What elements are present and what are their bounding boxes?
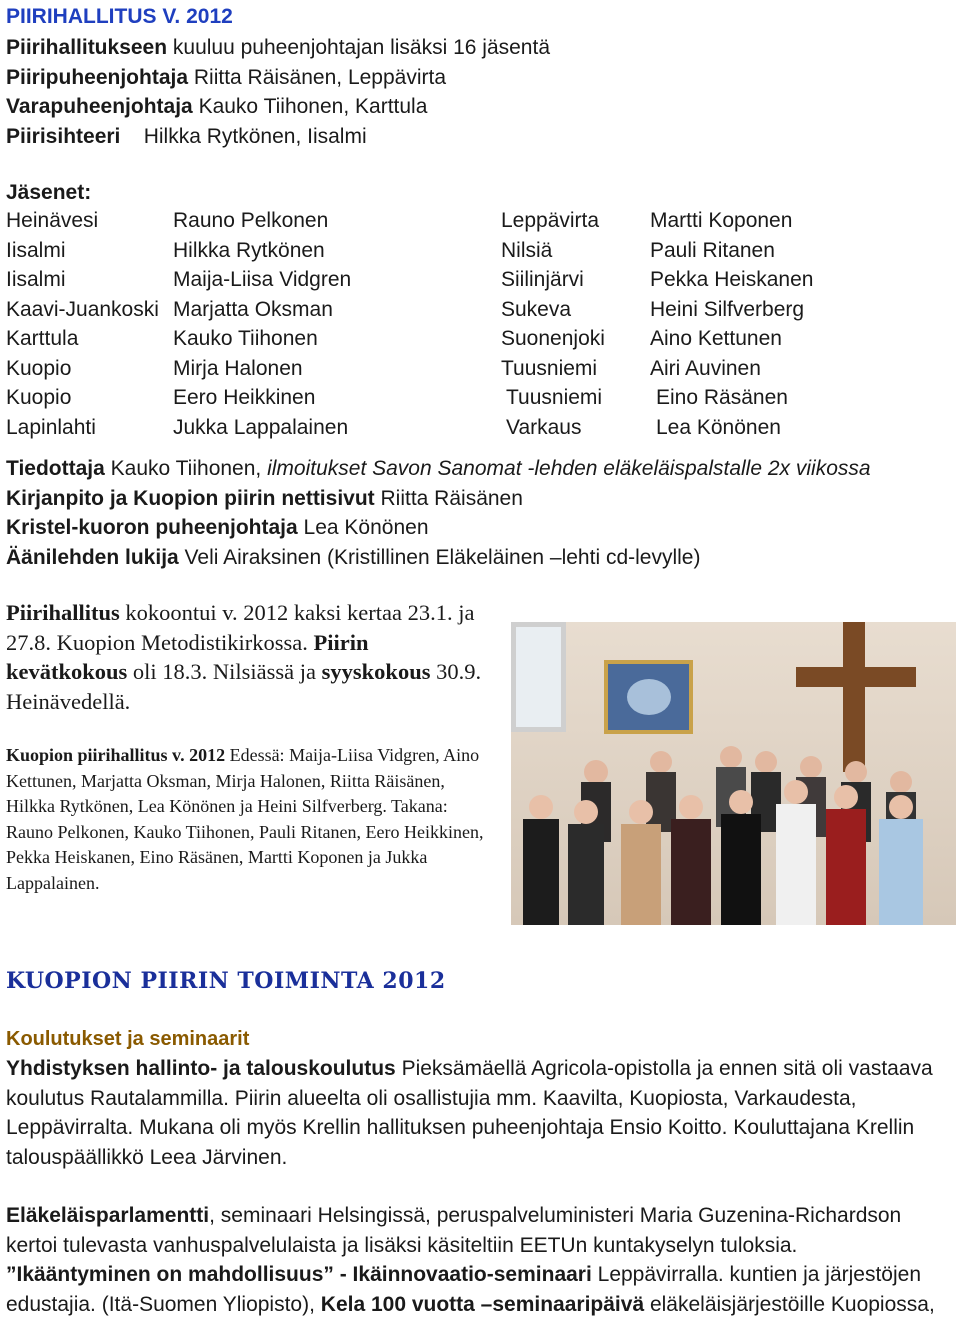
member-name: Rauno Pelkonen <box>173 209 329 232</box>
member-name: Eino Räsänen <box>656 386 788 409</box>
roles-list <box>6 454 956 572</box>
member-name: Jukka Lappalainen <box>173 415 349 439</box>
member-row <box>6 413 906 443</box>
officer-line: Varapuheenjohtaja Kauko Tiihonen, Karttula <box>6 95 428 118</box>
member-name: Mirja Halonen <box>173 356 303 380</box>
member-row <box>6 265 906 295</box>
group-photo <box>511 622 956 925</box>
section-subheading: Koulutukset ja seminaarit <box>6 1028 250 1050</box>
member-place: Siilinjärvi <box>501 268 584 291</box>
role-line: Äänilehden lukija Veli Airaksinen (Kristillinen Eläkeläinen –lehti cd-levylle) <box>6 545 701 569</box>
role-line: Kristel-kuoron puheenjohtaja Lea Könönen <box>6 516 429 539</box>
member-place: Kaavi-Juankoski <box>6 297 159 321</box>
page-title: PIIRIHALLITUS V. 2012 <box>6 5 233 28</box>
member-place: Kuopio <box>6 386 72 409</box>
officer-line: Piirisihteeri Hilkka Rytkönen, Iisalmi <box>6 124 367 148</box>
member-name: Marjatta Oksman <box>173 297 333 321</box>
member-place: Karttula <box>6 327 79 350</box>
member-row <box>6 206 906 236</box>
member-name: Maija-Liisa Vidgren <box>173 268 352 291</box>
member-place: Iisalmi <box>6 238 66 262</box>
member-name: Lea Könönen <box>656 415 781 439</box>
meetings-paragraph: Piirihallitus kokoontui v. 2012 kaksi kertaa 23.1. ja 27.8. Kuopion Metodistikirkossa. Piirin kevätkokous oli 18.3. Nilsiässä ja syyskokous 30.9. Heinävedellä. <box>6 600 482 714</box>
member-name: Hilkka Rytkönen <box>173 238 325 262</box>
member-name: Aino Kettunen <box>650 327 782 350</box>
officer-line: Piirihallitukseen kuuluu puheenjohtajan lisäksi 16 jäsentä <box>6 36 551 59</box>
member-place: Kuopio <box>6 356 72 380</box>
photo-caption: Kuopion piirihallitus v. 2012 Edessä: Maija-Liisa Vidgren, Aino Kettunen, Marjatta Oksman, Mirja Halonen, Riitta Räisänen, Hilkka Rytkönen, Lea Könönen ja Heini Silfverberg. Takana: Rauno Pelkonen, Kauko Tiihonen, Pauli Ritanen, Eero Heikkinen, Pekka Heiskanen, Eino Räsänen, Martti Koponen ja Jukka Lappalainen. <box>6 745 484 893</box>
member-place: Nilsiä <box>501 238 553 262</box>
member-place: Tuusniemi <box>501 356 598 380</box>
training-paragraph: Yhdistyksen hallinto- ja talouskoulutus Pieksämäellä Agricola-opistolla ja ennen sitä oli vastaava koulutus Rautalammilla. Piirin alueelta oli osallistujia mm. Kaavilta, Kuopiosta, Varkaudesta, Leppävirralta. Mukana oli myös Krellin hallituksen puheenjohtaja Ensio Koitto. Kouluttajana Krellin talouspäällikkö Leea Järvinen. <box>6 1057 933 1169</box>
seminars-paragraph: Eläkeläisparlamentti, seminaari Helsingissä, peruspalveluministeri Maria Guzenina-Richardson kertoi tulevasta vanhuspalvelulaista ja lisäksi käsiteltiin EETUn kuntakyselyn tuloksia. ”Ikääntyminen on mahdollisuus” - Ikäinnovaatio-seminaari Leppävirralla. kuntien ja järjestöjen edustajia. (Itä-Suomen Yliopisto), Kela 100 vuotta –seminaaripäivä eläkeläisjärjestöille Kuopiossa, <box>6 1204 935 1316</box>
member-place: Suonenjoki <box>501 327 605 350</box>
member-row <box>6 324 906 354</box>
member-place: Lapinlahti <box>6 415 96 439</box>
role-line: Kirjanpito ja Kuopion piirin nettisivut Riitta Räisänen <box>6 486 523 510</box>
member-name: Pekka Heiskanen <box>650 268 814 291</box>
member-place: Heinävesi <box>6 209 99 232</box>
officer-line: Piiripuheenjohtaja Riitta Räisänen, Leppävirta <box>6 65 447 89</box>
member-place: Varkaus <box>506 415 582 439</box>
member-row <box>6 295 906 325</box>
member-place: Iisalmi <box>6 268 66 291</box>
member-name: Kauko Tiihonen <box>173 327 318 350</box>
group-photo-illustration <box>511 622 956 925</box>
member-place: Sukeva <box>501 297 572 321</box>
member-name: Airi Auvinen <box>650 356 761 380</box>
member-name: Martti Koponen <box>650 209 793 232</box>
role-line: Tiedottaja Kauko Tiihonen, ilmoitukset Savon Sanomat -lehden eläkeläispalstalle 2x viikossa <box>6 457 871 480</box>
member-place: Leppävirta <box>501 209 600 232</box>
members-heading: Jäsenet: <box>6 181 92 204</box>
member-row <box>6 236 906 266</box>
members-table <box>6 206 906 446</box>
member-name: Eero Heikkinen <box>173 386 316 409</box>
member-row <box>6 354 906 384</box>
member-place: Tuusniemi <box>506 386 603 409</box>
member-name: Heini Silfverberg <box>650 297 805 321</box>
board-officers <box>6 33 550 151</box>
member-row <box>6 383 906 413</box>
member-name: Pauli Ritanen <box>650 238 775 262</box>
section-heading: KUOPION PIIRIN TOIMINTA 2012 <box>6 968 446 994</box>
